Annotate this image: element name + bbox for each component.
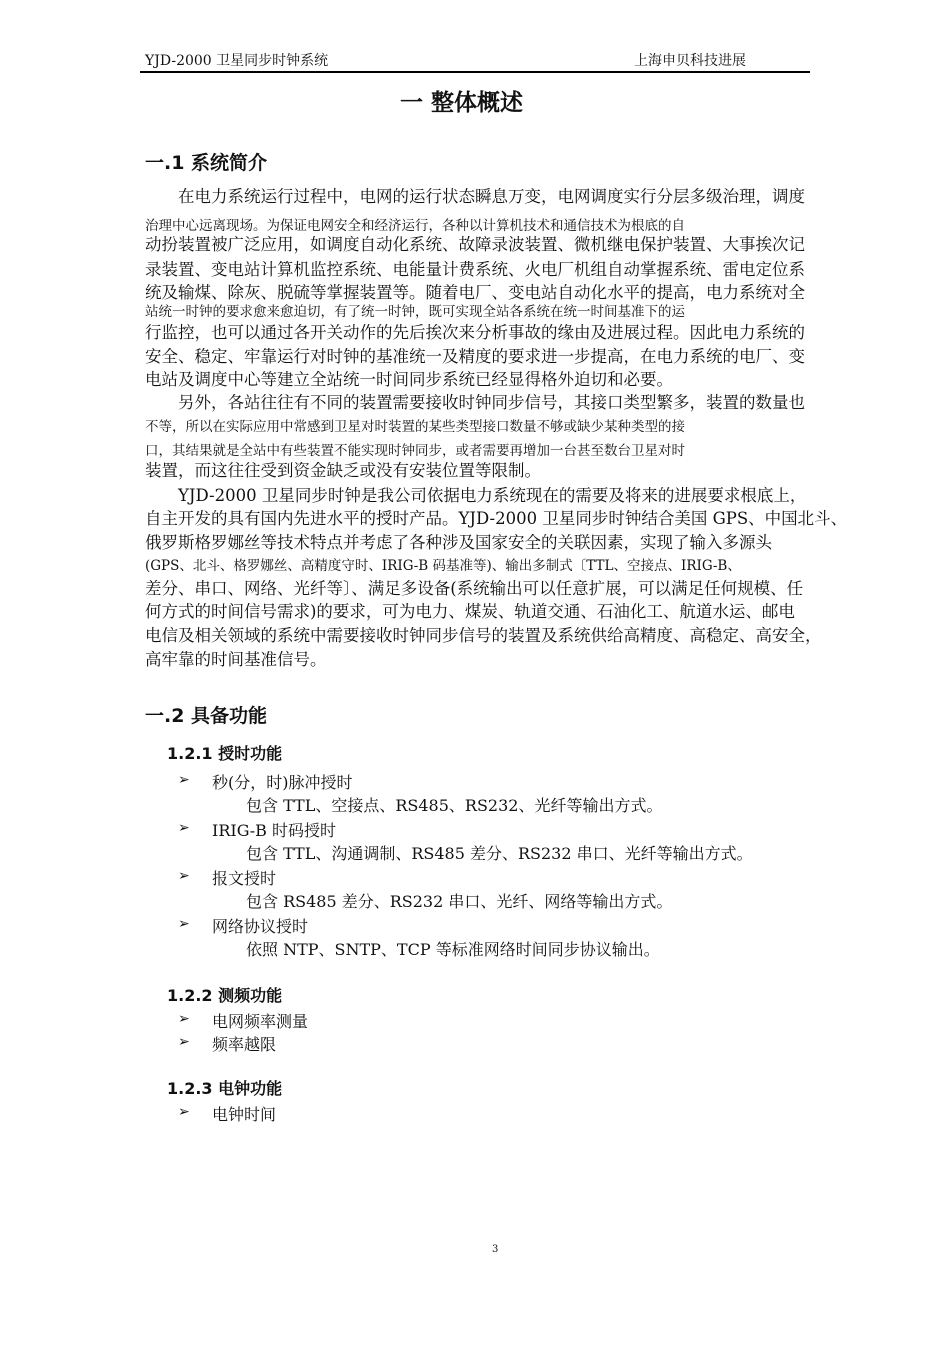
paragraph-line: 俄罗斯格罗娜丝等技术特点并考虑了各种涉及国家安全的关联因素，实现了输入多源头	[145, 533, 772, 552]
paragraph-line: 口，其结果就是全站中有些装置不能实现时钟同步，或者需要再增加一台甚至数台卫星对时	[145, 443, 685, 459]
paragraph-line: 站统一时钟的要求愈来愈迫切，有了统一时钟，既可实现全站各系统在统一时间基准下的运	[145, 304, 685, 320]
paragraph-line: YJD-2000 卫星同步时钟是我公司依据电力系统现在的需要及将来的进展要求根底上，	[145, 486, 807, 505]
list-item-detail: 包含 TTL、空接点、RS485、RS232、光纤等输出方式。	[246, 796, 663, 815]
paragraph-line: 动扮装置被广泛应用，如调度自动化系统、故障录波装置、微机继电保护装置、大事挨次记	[145, 235, 805, 254]
bullet-icon: ➢	[178, 820, 190, 836]
chapter-title: 一 整体概述	[400, 90, 524, 116]
paragraph-line: 安全、稳定、牢靠运行对时钟的基准统一及精度的要求进一步提高，在电力系统的电厂、变	[145, 347, 805, 366]
section-heading-1-1: 一.1 系统简介	[145, 152, 268, 174]
subsection-heading-1-2-1: 1.2.1 授时功能	[167, 744, 283, 763]
list-item-label: IRIG-B 时码授时	[212, 821, 337, 840]
paragraph-line: 行监控，也可以通过各开关动作的先后挨次来分析事故的缘由及进展过程。因此电力系统的	[145, 323, 805, 342]
paragraph-line: 电信及相关领域的系统中需要接收时钟同步信号的装置及系统供给高精度、高稳定、高安全，	[145, 626, 822, 645]
section-heading-1-2: 一.2 具备功能	[145, 705, 268, 727]
bullet-icon: ➢	[178, 1011, 190, 1027]
list-item-label: 报文授时	[212, 869, 277, 888]
paragraph-line: 电站及调度中心等建立全站统一时间同步系统已经显得格外迫切和必要。	[145, 370, 673, 389]
header-left: YJD-2000 卫星同步时钟系统	[145, 53, 329, 69]
list-item-label: 电网频率测量	[212, 1012, 309, 1031]
paragraph-line: 在电力系统运行过程中，电网的运行状态瞬息万变，电网调度实行分层多级治理，调度	[145, 187, 805, 206]
list-item-label: 频率越限	[212, 1035, 277, 1054]
paragraph-line: 录装置、变电站计算机监控系统、电能量计费系统、火电厂机组自动掌握系统、雷电定位系	[145, 260, 805, 279]
paragraph-line: 不等，所以在实际应用中常感到卫星对时装置的某些类型接口数量不够或缺少某种类型的接	[145, 419, 685, 435]
paragraph-line: 治理中心远离现场。为保证电网安全和经济运行，各种以计算机技术和通信技术为根底的自	[145, 218, 685, 234]
paragraph-line: (GPS、北斗、格罗娜丝、高精度守时、IRIG-B 码基准等)、输出多制式〔TTL、空接点、IRIG-B、	[145, 558, 741, 574]
paragraph-line: 高牢靠的时间基准信号。	[145, 650, 327, 669]
bullet-icon: ➢	[178, 868, 190, 884]
paragraph-line: 另外，各站往往有不同的装置需要接收时钟同步信号，其接口类型繁多，装置的数量也	[145, 393, 805, 412]
list-item-label: 秒(分，时)脉冲授时	[212, 773, 353, 792]
bullet-icon: ➢	[178, 1104, 190, 1120]
header-right: 上海申贝科技进展	[634, 53, 746, 69]
bullet-icon: ➢	[178, 1034, 190, 1050]
header-rule	[140, 71, 810, 73]
paragraph-line: 何方式的时间信号需求)的要求，可为电力、煤炭、轨道交通、石油化工、航道水运、邮电	[145, 602, 795, 621]
list-item-label: 电钟时间	[212, 1105, 277, 1124]
paragraph-line: 自主开发的具有国内先进水平的授时产品。YJD-2000 卫星同步时钟结合美国 GPS、中国北斗、	[145, 509, 848, 528]
paragraph-line: 装置，而这往往受到资金缺乏或没有安装位置等限制。	[145, 461, 541, 480]
list-item-detail: 包含 RS485 差分、RS232 串口、光纤、网络等输出方式。	[246, 892, 673, 911]
paragraph-line: 统及输煤、除灰、脱硫等掌握装置等。随着电厂、变电站自动化水平的提高，电力系统对全	[145, 283, 805, 302]
list-item-detail: 包含 TTL、沟通调制、RS485 差分、RS232 串口、光纤等输出方式。	[246, 844, 753, 863]
subsection-heading-1-2-2: 1.2.2 测频功能	[167, 986, 283, 1005]
page-number: 3	[492, 1244, 499, 1255]
list-item-detail: 依照 NTP、SNTP、TCP 等标准网络时间同步协议输出。	[246, 940, 660, 959]
subsection-heading-1-2-3: 1.2.3 电钟功能	[167, 1079, 283, 1098]
list-item-label: 网络协议授时	[212, 917, 309, 936]
bullet-icon: ➢	[178, 772, 190, 788]
paragraph-line: 差分、串口、网络、光纤等〕、满足多设备(系统输出可以任意扩展，可以满足任何规模、任	[145, 579, 804, 598]
bullet-icon: ➢	[178, 916, 190, 932]
